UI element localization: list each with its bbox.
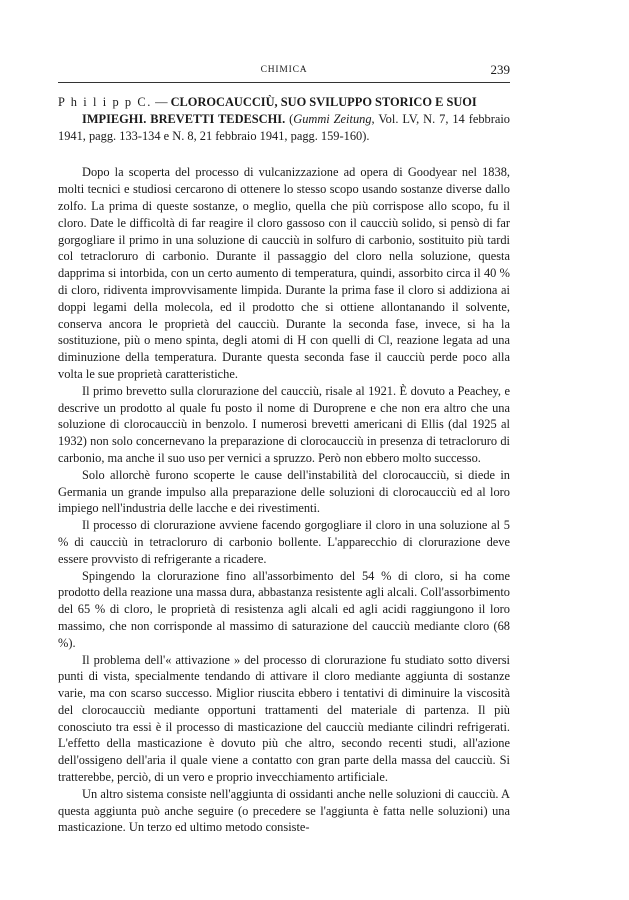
running-head xyxy=(58,62,510,80)
paragraph: Il primo brevetto sulla clorurazione del caucciù, risale al 1921. È dovuto a Peachey, e descrive un prodotto al quale fu posto il nome di Duroprene e che non era altro che una soluzione di clorocaucciù in benzolo. I numerosi brevetti americani di Ellis (dal 1925 al 1932) non solo concernevano la preparazione di clorocaucciù in presenza di tetracloruro di carbonio, ma anche il suo uso per vernici a spruzzo. Però non ebbero molto successo. xyxy=(58,383,510,465)
header-rule xyxy=(58,82,510,83)
abstract-entry xyxy=(58,94,510,836)
paragraph: Dopo la scoperta del processo di vulcanizzazione ad opera di Goodyear nel 1838, molti tecnici e studiosi cercarono di ottenere lo stesso scopo usando sostanze diverse dallo zolfo. La prima di queste sostanze, o meglio, quella che più corrispose allo scopo, fu il cloro. Date le difficoltà di far reagire il cloro gassoso con il caucciù solido, si pensò di far gorgogliare il primo in una soluzione di caucciù in solfuro di carbonio, sostituito più tardi col tetracloruro di carbonio. Durante il passaggio del cloro nella soluzione, questa dapprima si intorbida, con un certo aumento di temperatura, quindi, assorbito circa il 40 % di cloro, ridiventa improvvisamente limpida. Durante la prima fase il cloro si addiziona ai doppi legami della molecola, ed il prodotto che si ottiene allontanando il solvente, conserva ancora le proprietà del caucciù. Durante la seconda fase, invece, si ha la sostituzione, più o meno spinta, degli atomi di H con quelli di Cl, reazione legata ad una diminuzione della temperatura. Durante questa seconda fase il caucciù perde poco alla volta le sue proprietà caratteristiche. xyxy=(58,165,510,381)
paragraph: Il processo di clorurazione avviene facendo gorgogliare il cloro in una soluzione al 5 % di caucciù in tetracloruro di carbonio bollente. L'apparecchio di clorurazione deve essere provvisto di refrigerante a ricadere. xyxy=(58,518,510,566)
journal-name: Gummi Zeitung xyxy=(293,111,372,126)
citation: , Vol. LV, N. 7, 14 febbraio 1941, pagg. 133-134 e N. 8, 21 febbraio 1941, pagg. 159-160). xyxy=(58,111,510,143)
title-line-2: IMPIEGHI. BREVETTI TEDESCHI. xyxy=(82,111,286,126)
title-dash: — xyxy=(152,95,171,109)
author: P h i l i p p C. xyxy=(58,95,152,109)
paragraph: Solo allorchè furono scoperte le cause dell'instabilità del clorocaucciù, si diede in Germania un grande impulso alla preparazione delle soluzioni di clorocaucciù ed al loro impiego nell'industria delle lacche e dei rivestimenti. xyxy=(58,467,510,516)
entry-heading: P h i l i p p C. — CLOROCAUCCIÙ, SUO SVILUPPO STORICO E SUOI IMPIEGHI. BREVETTI TEDESCHI. (Gummi Zeitung, Vol. LV, N. 7, 14 febbraio 1941, pagg. 133-134 e N. 8, 21 febbraio 1941, pagg. 159-160). xyxy=(58,95,510,143)
paragraph: Il problema dell'« attivazione » del processo di clorurazione fu studiato sotto diversi punti di vista, specialmente tendando di attivare il cloro mediante aggiunta di sostanze varie, ma con scarso successo. Miglior riuscita ebbero i tentativi di diminuire la viscosità del clorocaucciù mediante opportuni trattamenti del materiale di partenza. Il più conosciuto tra essi è il processo di masticazione del caucciù mediante cilindri refrigerati. L'effetto della masticazione è dovuto più che altro, secondo recenti studi, all'azione dell'ossigeno dell'aria il quale viene a contatto con gran parte della massa del caucciù. Si tratterebbe, perciò, di un vero e proprio invecchiamento artificiale. xyxy=(58,652,510,785)
page-number: 239 xyxy=(490,62,510,77)
body-text xyxy=(58,164,510,836)
title-line-1: CLOROCAUCCIÙ, SUO SVILUPPO STORICO E SUOI xyxy=(170,95,477,109)
paragraph: Spingendo la clorurazione fino all'assorbimento del 54 % di cloro, si ha come prodotto della reazione una massa dura, abbastanza resistente agli alcali. Coll'assorbimento del 65 % di cloro, le proprietà di resistenza agli alcali ed agli acidi raggiungono il loro massimo, che non corrisponde al massimo di saturazione del caucciù mediante cloro (68 %). xyxy=(58,568,510,650)
paragraph: Un altro sistema consiste nell'aggiunta di ossidanti anche nelle soluzioni di caucciù. A questa aggiunta può anche seguire (o precedere se l'aggiunta è fatta nelle soluzioni) una masticazione. Un terzo ed ultimo metodo consiste- xyxy=(58,786,510,835)
running-title: CHIMICA xyxy=(260,65,308,75)
